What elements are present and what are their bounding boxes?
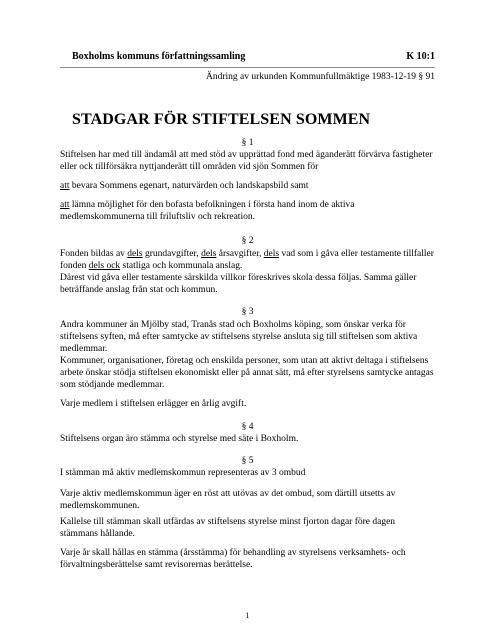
document-title: STADGAR FÖR STIFTELSEN SOMMEN [72, 111, 371, 128]
text: årsavgifter, [216, 249, 264, 259]
section-3-paragraph-1: Andra kommuner än Mjölby stad, Tranås stad och Boxholms köping, som önskar verka för stiftelsens syften, må efter samtycke av stiftelsens styrelse ansluta sig till stiftelsen som aktiva medlemmar. [60, 320, 418, 354]
underlined-dels: dels [201, 249, 217, 259]
underlined-att: att [60, 200, 70, 210]
section-1-heading: § 1 [241, 138, 254, 148]
section-3-paragraph-2: Kommuner, organisationer, företag och enskilda personer, som utan att aktivt deltaga i stiftelsens arbete önskar stödja stiftelsen ekonomiskt eller på annat sätt, må efter styrelsens samtycke antagas som stödjande medlemmar. [60, 356, 434, 390]
collection-title: Boxholms kommuns författningssamling [72, 51, 246, 62]
section-2-paragraph-2: Därest vid gåva eller testamente särskilda villkor föreskrives skola dessa följas. Samma gäller beträffande anslag från stat och kommun. [60, 273, 417, 295]
section-2-heading: § 2 [241, 236, 254, 246]
section-1-paragraph-3 [60, 199, 435, 223]
document-code: K 10:1 [406, 51, 435, 62]
underlined-dels: dels [127, 249, 143, 259]
text: vad som i gåva eller testamente tillfaller fonden [60, 249, 434, 271]
text: Fonden bildas av [60, 249, 128, 259]
paragraph-text: lämna möjlighet för den bofasta befolkningen i första hand inom de aktiva medlemskommunerna till friluftsliv och rekreation. [60, 200, 355, 222]
underlined-att: att [60, 181, 70, 191]
section-5-paragraph-1: I stämman må aktiv medlemskommun representeras av 3 ombud [60, 468, 306, 478]
underlined-dels-ock: dels ock [88, 261, 121, 271]
section-4-heading: § 4 [241, 422, 254, 432]
section-4-paragraph-1: Stiftelsens organ äro stämma och styrelse med säte i Boxholm. [60, 434, 299, 444]
section-3-paragraph-3: Varje medlem i stiftelsen erlägger en årlig avgift. [60, 399, 247, 409]
section-1-paragraph-2 [60, 180, 435, 192]
page-number: 1 [245, 611, 250, 620]
underlined-dels: dels [263, 249, 280, 259]
section-5-heading: § 5 [241, 456, 254, 466]
amendment-note: Ändring av urkunden Kommunfullmäktige 1983-12-19 § 91 [205, 72, 435, 82]
paragraph-text: bevara Sommens egenart, naturvärden och landskapsbild samt [69, 181, 309, 191]
text: grundavgifter, [142, 249, 202, 259]
section-5-paragraph-3: Kallelse till stämman skall utfärdas av stiftelsens styrelse minst fjorton dagar före dagen stämmans hållande. [60, 517, 396, 539]
section-3-heading: § 3 [241, 307, 254, 317]
section-2-paragraph-1 [60, 248, 435, 272]
section-5-paragraph-4: Varje år skall hållas en stämma (årsstämma) för behandling av styrelsens verksamhets- och förvaltningsberättelse samt revisorernas berättelse. [60, 548, 406, 570]
header-rule [60, 67, 435, 68]
section-5-paragraph-2: Varje aktiv medlemskommun äger en röst att utövas av det ombud, som därtill utsetts av medlemskommunen. [60, 489, 396, 511]
section-1-paragraph-1: Stiftelsen har med till ändamål att med stöd av upprättad fond med äganderätt förvärva fastigheter eller ock tillförsäkra nyttjanderätt till områden vid sjön Sommen för [60, 150, 433, 172]
text: statliga och kommunala anslag. [120, 261, 243, 271]
